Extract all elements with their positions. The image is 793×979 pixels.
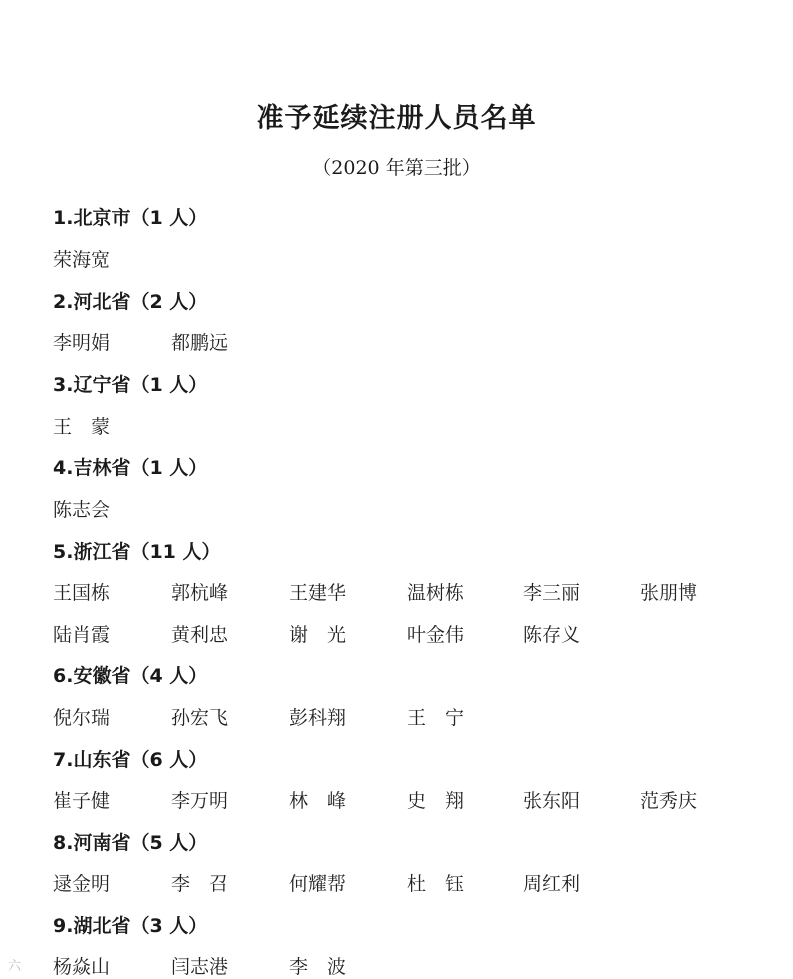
name-row <box>53 786 753 812</box>
person-name: 李 召 <box>171 873 229 895</box>
name-row <box>53 952 753 978</box>
name-row <box>53 869 753 895</box>
name-row <box>53 703 753 729</box>
person-name: 王建华 <box>289 582 347 604</box>
name-row <box>53 495 753 521</box>
name-row <box>53 578 753 604</box>
person-name: 李三丽 <box>523 582 581 604</box>
person-name: 陆肖霞 <box>53 624 111 646</box>
person-name: 王 宁 <box>407 707 465 729</box>
page-title: 准予延续注册人员名单 <box>256 103 537 134</box>
region-heading: 4.吉林省（1 人） <box>53 457 208 479</box>
person-name: 张朋博 <box>640 582 698 604</box>
region-heading: 3.辽宁省（1 人） <box>53 374 208 396</box>
person-name: 王 蒙 <box>53 416 111 438</box>
person-name: 叶金伟 <box>407 624 465 646</box>
name-row <box>53 245 753 271</box>
person-name: 李 波 <box>289 956 347 978</box>
region-heading: 7.山东省（6 人） <box>53 749 208 771</box>
person-name: 陈志会 <box>53 499 111 521</box>
person-name: 都鹏远 <box>171 332 229 354</box>
person-name: 温树栋 <box>407 582 465 604</box>
person-name: 李明娟 <box>53 332 111 354</box>
person-name: 张东阳 <box>523 790 581 812</box>
person-name: 黄利忠 <box>171 624 229 646</box>
person-name: 史 翔 <box>407 790 465 812</box>
region-heading: 5.浙江省（11 人） <box>53 541 221 563</box>
person-name: 孙宏飞 <box>171 707 229 729</box>
person-name: 谢 光 <box>289 624 347 646</box>
person-name: 倪尔瑞 <box>53 707 111 729</box>
person-name: 荣海宽 <box>53 249 111 271</box>
person-name: 王国栋 <box>53 582 111 604</box>
region-heading: 2.河北省（2 人） <box>53 291 208 313</box>
person-name: 杜 钰 <box>407 873 465 895</box>
person-name: 郭杭峰 <box>171 582 229 604</box>
page-subtitle: （2020 年第三批） <box>312 157 481 179</box>
person-name: 彭科翔 <box>289 707 347 729</box>
region-heading: 8.河南省（5 人） <box>53 832 208 854</box>
person-name: 林 峰 <box>289 790 347 812</box>
person-name: 周红利 <box>523 873 581 895</box>
person-name: 何耀帮 <box>289 873 347 895</box>
name-row <box>53 620 753 646</box>
person-name: 李万明 <box>171 790 229 812</box>
name-row <box>53 412 753 438</box>
person-name: 逯金明 <box>53 873 111 895</box>
region-heading: 9.湖北省（3 人） <box>53 915 208 937</box>
watermark: 六 <box>8 959 22 974</box>
person-name: 闫志港 <box>171 956 229 978</box>
name-row <box>53 328 753 354</box>
region-heading: 6.安徽省（4 人） <box>53 665 208 687</box>
region-heading: 1.北京市（1 人） <box>53 207 208 229</box>
person-name: 陈存义 <box>523 624 581 646</box>
person-name: 崔子健 <box>53 790 111 812</box>
person-name: 杨焱山 <box>53 956 111 978</box>
person-name: 范秀庆 <box>640 790 698 812</box>
